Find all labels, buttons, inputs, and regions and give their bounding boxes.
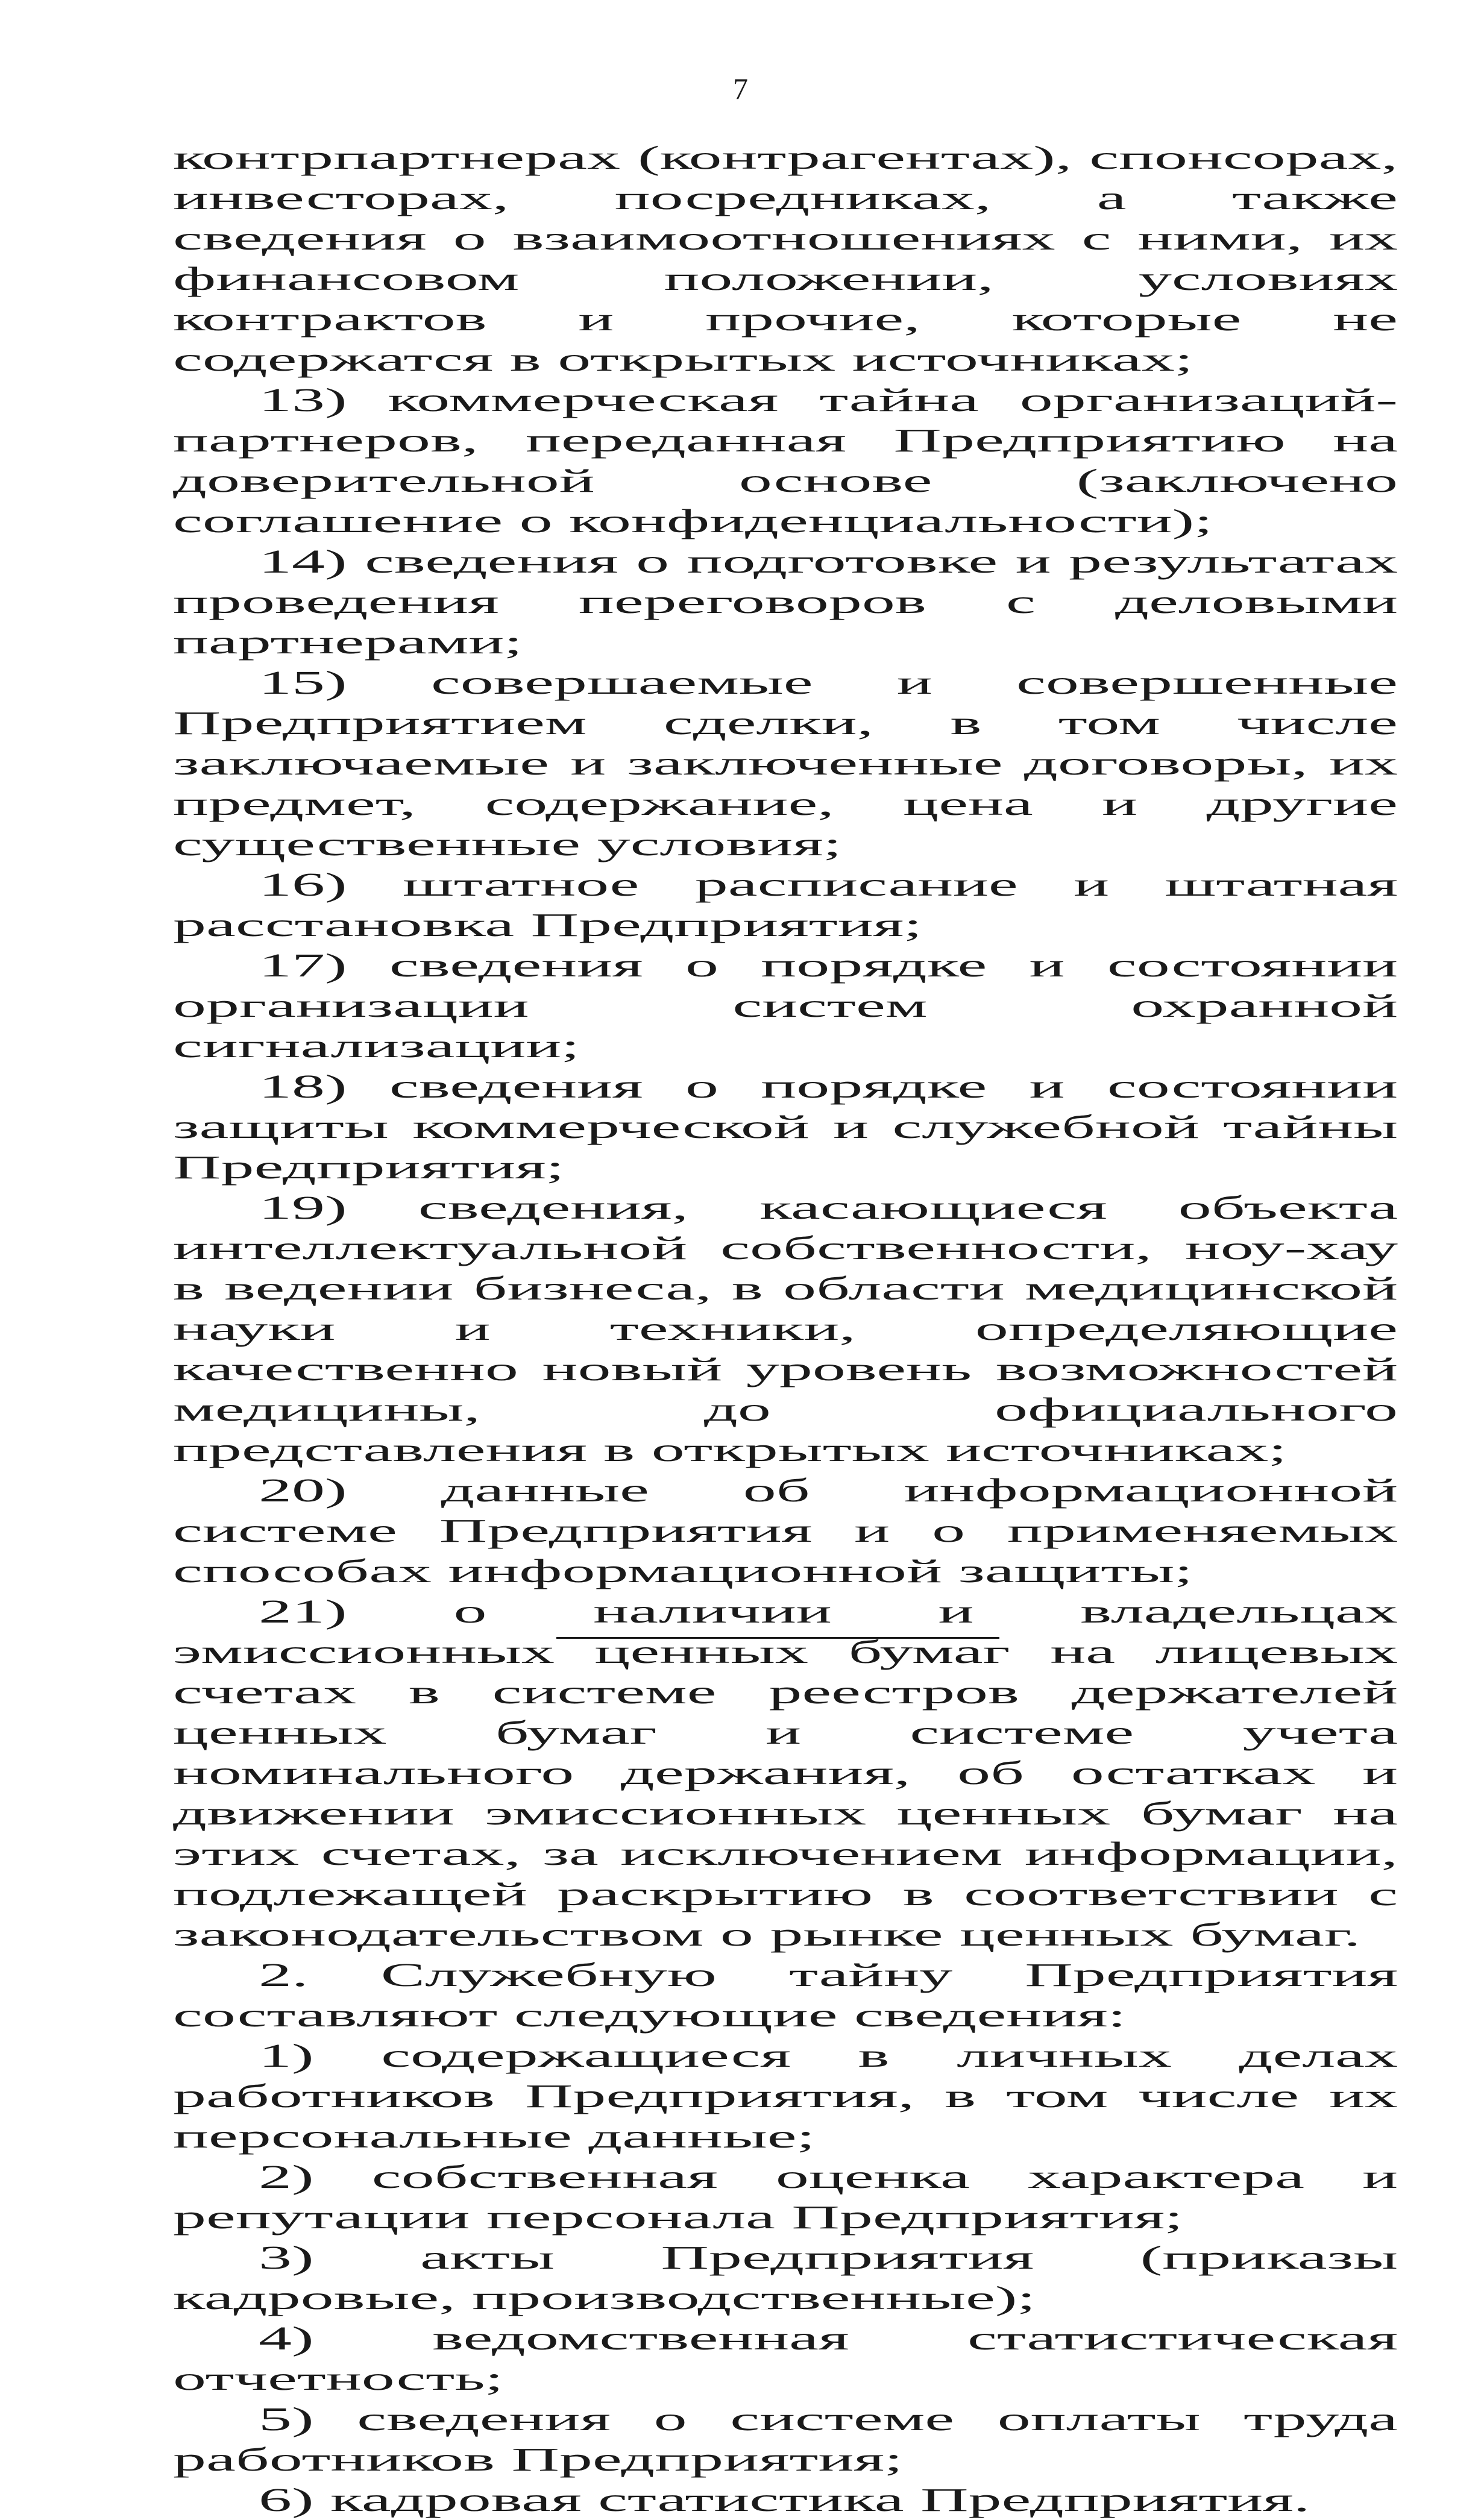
list-item-1: 1) содержащиеся в личных делах работников Предприятия, в том числе их персональные данные; [173, 2037, 1398, 2155]
list-item-13: 13) коммерческая тайна организаций-партнеров, переданная Предприятию на доверительной основе (заключено соглашение о конфиденциальности); [173, 382, 1398, 539]
list-item-19: 19) сведения, касающиеся объекта интеллектуальной собственности, ноу-хау в ведении бизнеса, в области медицинской науки и техники, определяющие качественно новый уровень возможностей медицины, до официального представления в открытых источниках; [173, 1189, 1398, 1468]
list-item-18: 18) сведения о порядке и состоянии защиты коммерческой и служебной тайны Предприятия; [173, 1068, 1398, 1186]
list-item-3: 3) акты Предприятия (приказы кадровые, производственные); [173, 2239, 1398, 2316]
list-item-4: 4) ведомственная статистическая отчетность; [173, 2320, 1398, 2397]
end-divider-line [556, 1637, 999, 1639]
list-item-16: 16) штатное расписание и штатная расстановка Предприятия; [173, 866, 1398, 943]
list-item-17: 17) сведения о порядке и состоянии организации систем охранной сигнализации; [173, 947, 1398, 1064]
section-heading-2: 2. Служебную тайну Предприятия составляют следующие сведения: [173, 1956, 1398, 2034]
document-body [173, 137, 1398, 2520]
list-item-21: 21) о наличии и владельцах эмиссионных ценных бумаг на лицевых счетах в системе реестров держателей ценных бумаг и системе учета номинального держания, об остатках и движении эмиссионных ценных бумаг на этих счетах, за исключением информации, подлежащей раскрытию в соответствии с законодательством о рынке ценных бумаг. [173, 1593, 1398, 1953]
list-item-2: 2) собственная оценка характера и репутации персонала Предприятия; [173, 2158, 1398, 2236]
list-item-5: 5) сведения о системе оплаты труда работников Предприятия; [173, 2401, 1398, 2478]
list-item-20: 20) данные об информационной системе Предприятия и о применяемых способах информационной защиты; [173, 1472, 1398, 1589]
list-item-14: 14) сведения о подготовке и результатах проведения переговоров с деловыми партнерами; [173, 543, 1398, 661]
page-number: 7 [733, 72, 748, 105]
list-item-15: 15) совершаемые и совершенные Предприятием сделки, в том числе заключаемые и заключенные договоры, их предмет, содержание, цена и другие существенные условия; [173, 664, 1398, 863]
paragraph-continuation: контрпартнерах (контрагентах), спонсорах, инвесторах, посредниках, а также сведения о взаимоотношениях с ними, их финансовом положении, условиях контрактов и прочие, которые не содержатся в открытых источниках; [173, 139, 1398, 378]
list-item-6: 6) кадровая статистика Предприятия. [259, 2481, 1310, 2518]
